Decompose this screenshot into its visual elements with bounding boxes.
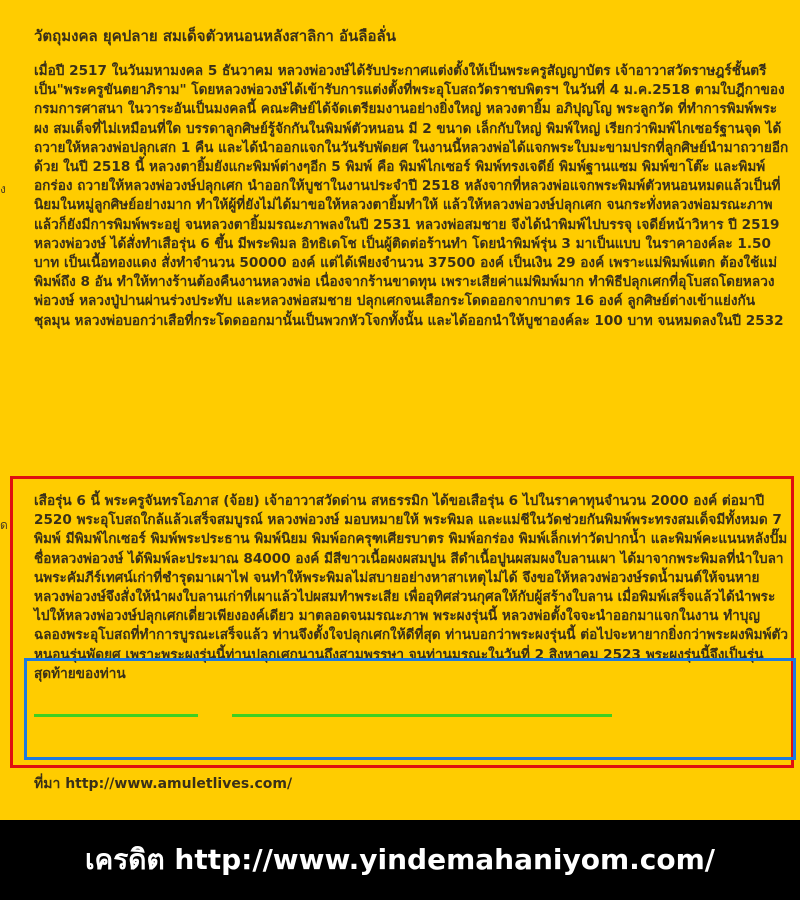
article-title: วัตถุมงคล ยุคปลาย สมเด็จตัวหนอนหลังสาลิกา อันลือลั่น	[34, 27, 396, 45]
article-paragraph: เมื่อปี 2517 ในวันมหามงคล 5 ธันวาคม หลวงพ่อวงษ์ได้รับประกาศแต่งตั้งให้เป็นพระครูสัญญาบัตร เจ้าอาวาสวัดราษฎร์ชั้นตรีเป็น"พระครูขันตยาภิราม" โดยหลวงพ่อวงษ์ได้เข้ารับการแต่งตั้งที่พระอุโบสถวัดราชบพิตรฯ ในวันที่ 4 ม.ค.2518 ตามใบฎีกาของกรมการศาสนา ในวาระอันเป็นมงคลนี้ คณะศิษย์ได้จัดเตรียมงานอย่างยิ่งใหญ่ หลวงตายิ้ม อภิปุญโญ พระลูกวัด ที่ทำการพิมพ์พระผง สมเด็จที่ไม่เหมือนที่ใด บรรดาลูกศิษย์รู้จักกันในพิมพ์ตัวหนอน มี 2 ขนาด เล็กกับใหญ่ พิมพ์ใหญ่ เรียกว่าพิมพ์ไกเซอร์ฐานจุด ได้ถวายให้หลวงพ่อปลุกเสก 1 คืน และได้นำออกแจกในวันรับพัดยศ ในงานนี้หลวงพ่อได้แจกพระใบมะขามปรกที่ลูกศิษย์นำมาถวายอีกด้วย ในปี 2518 นี้ หลวงตายิ้มยังแกะพิมพ์ต่างๆอีก 5 พิมพ์ คือ พิมพ์ไกเซอร์ พิมพ์ทรงเจดีย์ พิมพ์ฐานแซม พิมพ์ขาโต๊ะ และพิมพ์อกร่อง ถวายให้หลวงพ่อวงษ์ปลุกเศก นำออกให้บูชาในงานประจำปี 2518 หลังจากที่หลวงพ่อแจกพระพิมพ์ตัวหนอนหมดแล้วเป็นที่นิยมในหมู่ลูกศิษย์อย่างมาก ทำให้ผู้ที่ยังไม่ได้มาขอให้หลวงตายิ้มทำให้ แล้วให้หลวงพ่อวงษ์ปลุกเศก จนกระทั่งหลวงพ่อมรณะภาพแล้วก็ยังมีการพิมพ์พระอยู่ จนหลวงตายิ้มมรณะภาพลงในปี 2531 หลวงพ่อสมชาย จึงได้นำพิมพ์ไปบรรจุ เจดีย์หน้าวิหาร ปี 2519 หลวงพ่อวงษ์ ได้สั่งทำเสือรุ่น 6 ขึ้น มีพระพิมล อิทธิเดโช เป็นผู้ติดต่อร้านทำ โดยนำพิมพ์รุ่น 3 มาเป็นแบบ ในราคาองค์ละ 1.50 บาท เป็นเนื้อทองแดง สั่งทำจำนวน 50000 องค์ แต่ได้เพียงจำนวน 37500 องค์ เป็นเงิน 29 องค์ เพราะแม่พิมพ์แตก ต้องใช้แม่พิมพ์ถึง 8 อัน ทำให้ทางร้านต้องคืนงานหลวงพ่อ เนื่องจากร้านขาดทุน เพราะเสียค่าแม่พิมพ์มาก ทำพิธีปลุกเศกที่อุโบสถโดยหลวงพ่อวงษ์ หลวงปู่ปานผ่านร่วงประทับ และหลวงพ่อสมชาย ปลุกเศกจนเสือกระโดดออกจากบาตร 16 องค์ ลูกศิษย์ต่างเข้าแย่งกันชุลมุน หลวงพ่อบอกว่าเสือที่กระโดดออกมานั้นเป็นพวกหัวโจกทั้งนั้น และได้ออกนำให้บูชาองค์ละ 100 บาท จนหมดลงในปี 2532	[34, 63, 789, 329]
credit-footer	[0, 820, 800, 900]
highlighted-paragraph: เสือรุ่น 6 นี้ พระครูจันทรโอภาส (จ้อย) เจ้าอาวาสวัดด่าน สหธรรมิก ได้ขอเสือรุ่น 6 ไปในราคาทุนจำนวน 2000 องค์ ต่อมาปี 2520 พระอุโบสถใกล้แล้วเสร็จสมบูรณ์ หลวงพ่อวงษ์ มอบหมายให้ พระพิมล และแม่ชีในวัดช่วยกันพิมพ์พระทรงสมเด็จมีทั้งหมด 7 พิมพ์ มีพิมพ์ไกเซอร์ พิมพ์พระประธาน พิมพ์นิยม พิมพ์อกครุฑเศียรบาตร พิมพ์อกร่อง พิมพ์เล็กเท่าวัดปากน้ำ และพิมพ์คะแนนหลังปั๊มชื่อหลวงพ่อวงษ์ ได้พิมพ์ละประมาณ 84000 องค์ มีสีขาวเนื้อผงผสมปูน สีดำเนื้อปูนผสมผงใบลานเผา ได้มาจากพระพิมลที่นำใบลานพระคัมภีร์เทศน์เก่าที่ชำรุดมาเผาไฟ จนทำให้พระพิมลไม่สบายอย่างหาสาเหตุไม่ได้ จึงขอให้หลวงพ่อวงษ์รดน้ำมนต์ให้จนหาย หลวงพ่อวงษ์จึงสั่งให้นำผงใบลานเก่าที่เผาแล้วไปผสมทำพระเสีย เพื่ออุทิศส่วนกุศลให้กับผู้สร้างใบลาน เมื่อพิมพ์เสร็จแล้วได้นำพระไปให้หลวงพ่อวงษ์ปลุกเศกเดี่ยวเพียงองค์เดียว มาตลอดจนมรณะภาพ พระผงรุ่นนี้ หลวงพ่อตั้งใจจะนำออกมาแจกในงาน ทำบุญฉลองพระอุโบสถที่ทำการบูรณะเสร็จแล้ว ท่านจึงตั้งใจปลุกเศกให้ดีที่สุด ท่านบอกว่าพระผงรุ่นนี้ ต่อไปจะหายากยิ่งกว่าพระผงพิมพ์ตัวหนอนรุ่นพัดยศ เพราะพระผงรุ่นนี้ท่านปลุกเศกนานถึงสามพรรษา จนท่านมรณะในวันที่ 2 สิงหาคม 2523 พระผงรุ่นนี้จึงเป็นรุ่นสุดท้ายของท่าน	[34, 493, 789, 682]
underline-highlight	[232, 714, 612, 717]
underline-highlight	[34, 714, 198, 717]
credit-text[interactable]: เครดิต http://www.yindemahaniyom.com/	[84, 843, 716, 876]
cropped-left-glyph: ด	[0, 518, 8, 532]
source-link[interactable]: ที่มา http://www.amuletlives.com/	[34, 776, 293, 792]
highlight-box-blue	[24, 658, 796, 760]
cropped-left-glyph: ง	[0, 182, 6, 196]
